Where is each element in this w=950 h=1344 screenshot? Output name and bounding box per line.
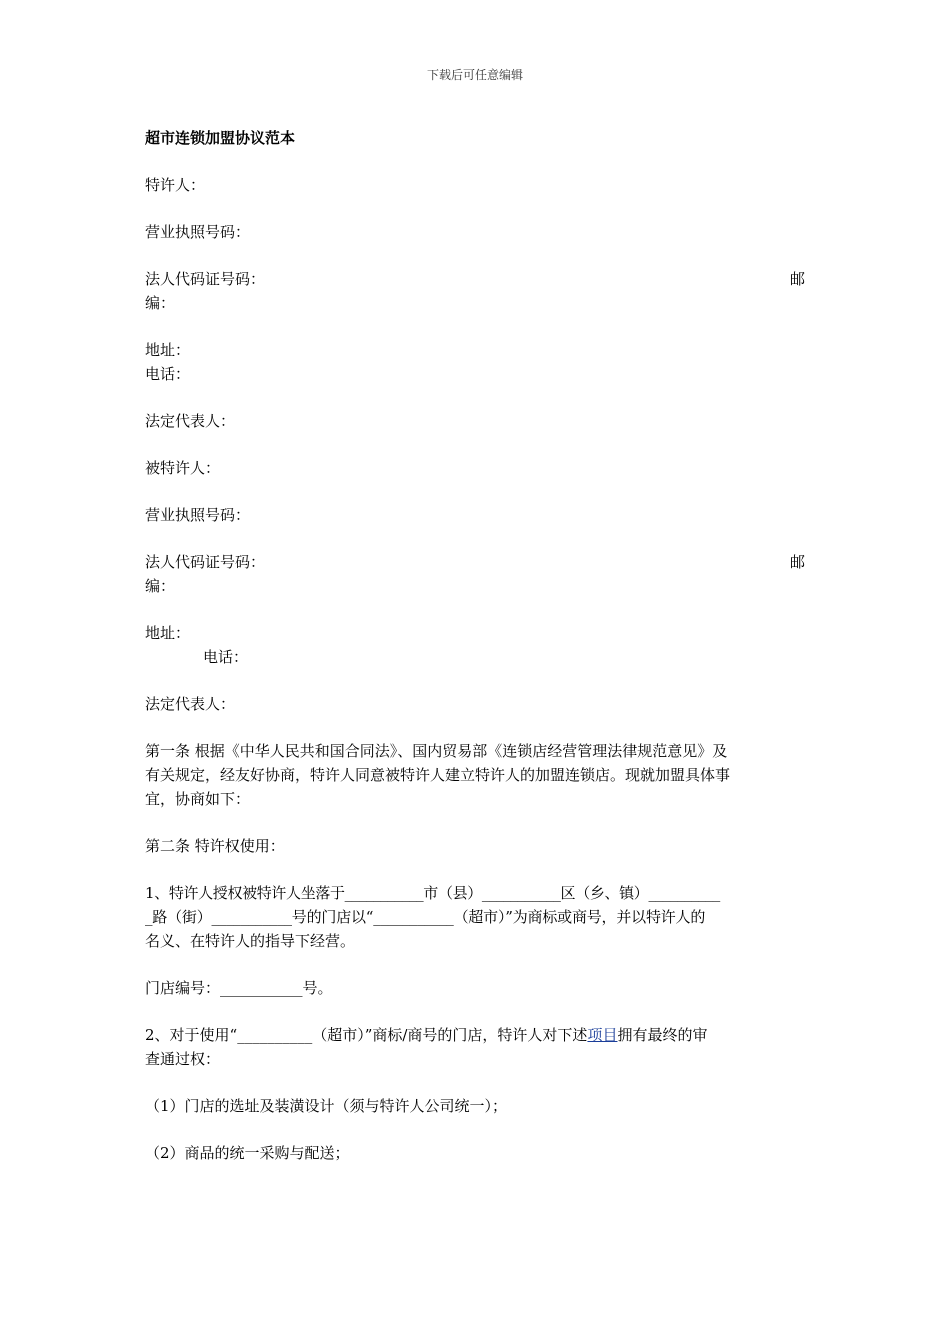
- list-item: （1）门店的选址及装潢设计（须与特许人公司统一）；: [145, 1097, 508, 1115]
- franchisor-rep: 法定代表人：: [145, 412, 236, 430]
- franchisor-license: 营业执照号码：: [145, 223, 251, 241]
- project-link[interactable]: 项目: [587, 1026, 618, 1044]
- franchisee-address: 地址：: [145, 624, 191, 642]
- franchisee-postal-first: 邮: [789, 553, 805, 571]
- article-1: [145, 739, 805, 811]
- page-header: 下载后可任意编辑: [426, 68, 523, 82]
- clause-2-text-before: 2、对于使用“__________（超市）”商标/商号的门店，特许人对下述: [145, 1026, 588, 1044]
- franchisor-code-line: [145, 267, 805, 291]
- store-number: 门店编号：___________号。: [145, 979, 333, 997]
- list-item: （2）商品的统一采购与配送；: [145, 1144, 350, 1162]
- document-body: [145, 126, 805, 1188]
- franchisee-address-block: [145, 621, 805, 669]
- franchisee-code-block: [145, 550, 805, 598]
- franchisor-address: 地址：: [145, 341, 191, 359]
- franchisee-phone: 电话：: [203, 648, 249, 666]
- franchisee-rep: 法定代表人：: [145, 695, 236, 713]
- clause-1: [145, 881, 805, 953]
- franchisor-address-block: [145, 338, 805, 386]
- franchisee-postal-second: 编：: [145, 577, 176, 595]
- clause-2: [145, 1023, 805, 1071]
- article-1-line-2: 有关规定，经友好协商，特许人同意被特许人建立特许人的加盟连锁店。现就加盟具体事: [145, 766, 731, 784]
- document-title: 超市连锁加盟协议范本: [145, 129, 296, 147]
- clause-2-text-after: 拥有最终的审: [617, 1026, 708, 1044]
- article-1-line-3: 宜，协商如下：: [145, 790, 251, 808]
- clause-1-line-1: 1、特许人授权被特许人坐落于___________市（县）___________区（乡、镇）__________: [145, 884, 720, 902]
- article-1-line-1: 第一条 根据《中华人民共和国合同法》、国内贸易部《连锁店经营管理法律规范意见》及: [145, 742, 728, 760]
- franchisor-label: 特许人：: [145, 176, 206, 194]
- article-2-heading: 第二条 特许权使用：: [145, 837, 285, 855]
- franchisee-license: 营业执照号码：: [145, 506, 251, 524]
- franchisor-code-label: 法人代码证号码：: [145, 270, 266, 288]
- franchisee-label: 被特许人：: [145, 459, 221, 477]
- franchisor-phone: 电话：: [145, 365, 191, 383]
- clause-2-line-2: 查通过权：: [145, 1050, 221, 1068]
- franchisor-code-block: [145, 267, 805, 315]
- franchisor-postal-second: 编：: [145, 294, 176, 312]
- clause-2-line-1: [145, 1023, 805, 1047]
- franchisor-postal-first: 邮: [789, 270, 805, 288]
- clause-1-line-2: _路（街）___________号的门店以“___________（超市）”为商标或商号，并以特许人的: [145, 908, 706, 926]
- clause-1-line-3: 名义、在特许人的指导下经营。: [145, 932, 356, 950]
- franchisee-code-label: 法人代码证号码：: [145, 553, 266, 571]
- franchisee-code-line: [145, 550, 805, 574]
